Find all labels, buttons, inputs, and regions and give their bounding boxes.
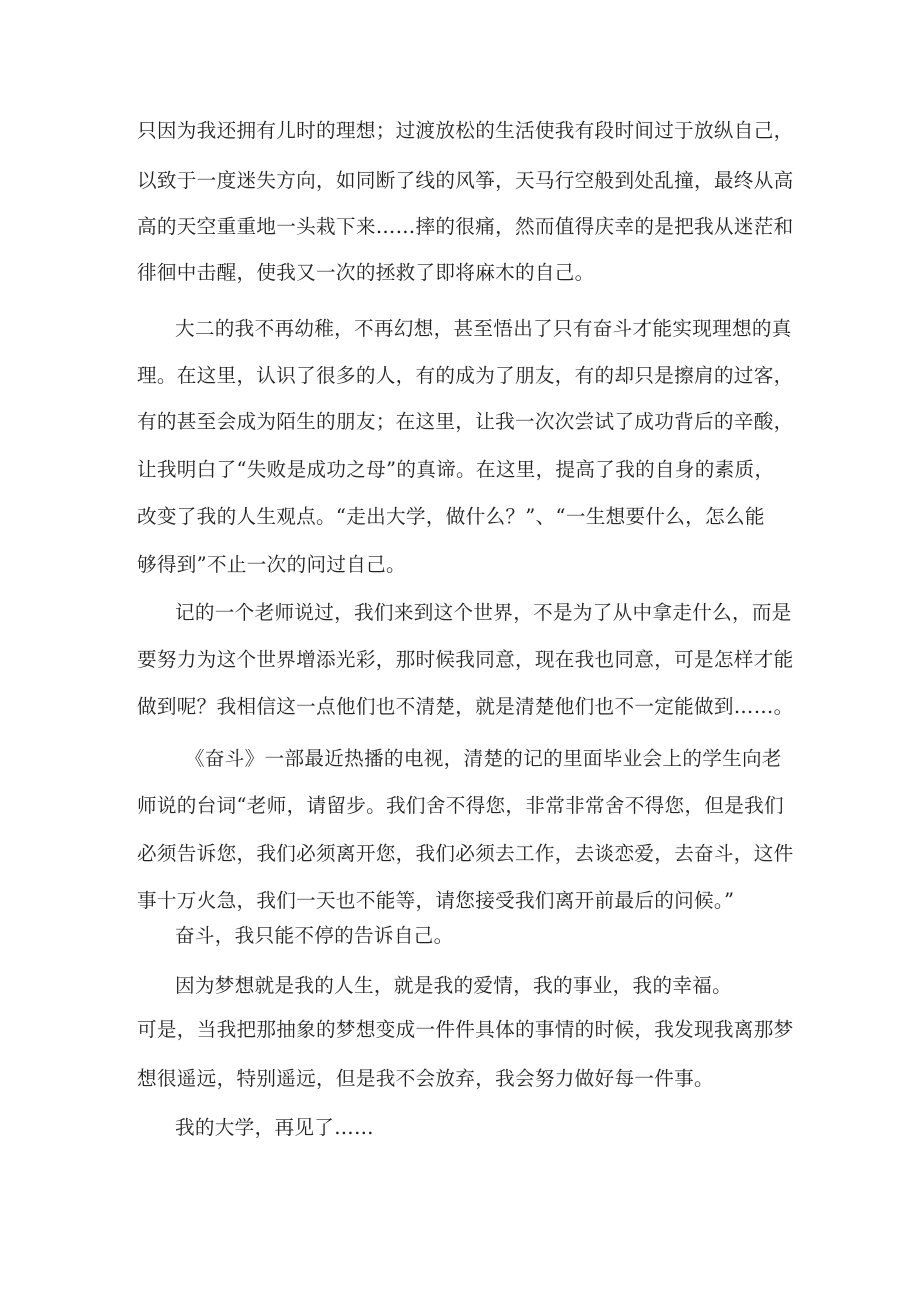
- text-line: 做到呢？我相信这一点他们也不清楚，就是清楚他们也不一定能做到……。: [137, 695, 794, 718]
- text-line: 改变了我的人生观点。“走出大学，做什么？”、“一生想要什么，怎么能: [137, 505, 765, 528]
- text-line: 高的天空重重地一头栽下来……摔的很痛，然而值得庆幸的是把我从迷茫和: [137, 215, 794, 238]
- text-line: 师说的台词“老师，请留步。我们舍不得您，非常非常舍不得您，但是我们: [137, 794, 784, 817]
- text-line: 我的大学，再见了……: [175, 1116, 374, 1139]
- text-line: 奋斗，我只能不停的告诉自己。: [175, 924, 454, 947]
- text-line: 有的甚至会成为陌生的朋友；在这里，让我一次次尝试了成功背后的辛酸，: [137, 410, 794, 433]
- text-line: 让我明白了“失败是成功之母”的真谛。在这里，提高了我的自身的素质，: [137, 458, 775, 481]
- text-line: 必须告诉您，我们必须离开您，我们必须去工作，去谈恋爱，去奋斗，这件: [137, 842, 794, 865]
- text-line: 可是，当我把那抽象的梦想变成一件件具体的事情的时候，我发现我离那梦: [137, 1018, 794, 1041]
- text-line: 徘徊中击醒，使我又一次的拯救了即将麻木的自己。: [137, 261, 595, 284]
- text-line: 记的一个老师说过，我们来到这个世界，不是为了从中拿走什么，而是: [175, 601, 792, 624]
- text-line: 事十万火急，我们一天也不能等，请您接受我们离开前最后的问候。”: [137, 889, 735, 912]
- text-line: 够得到”不止一次的问过自己。: [137, 553, 406, 576]
- text-line: 要努力为这个世界增添光彩，那时候我同意，现在我也同意，可是怎样才能: [137, 648, 794, 671]
- text-line: 理。在这里，认识了很多的人，有的成为了朋友，有的却只是擦肩的过客，: [137, 364, 794, 387]
- text-line: 以致于一度迷失方向，如同断了线的风筝，天马行空般到处乱撞，最终从高: [137, 169, 794, 192]
- text-line: 《奋斗》一部最近热播的电视，清楚的记的里面毕业会上的学生向老: [185, 747, 782, 770]
- text-line: 只因为我还拥有儿时的理想；过渡放松的生活使我有段时间过于放纵自己，: [137, 119, 794, 142]
- text-line: 想很遥远，特别遥远，但是我不会放弃，我会努力做好每一件事。: [137, 1067, 714, 1090]
- text-line: 因为梦想就是我的人生，就是我的爱情，我的事业，我的幸福。: [175, 974, 733, 997]
- text-line: 大二的我不再幼稚，不再幻想，甚至悟出了只有奋斗才能实现理想的真: [175, 317, 792, 340]
